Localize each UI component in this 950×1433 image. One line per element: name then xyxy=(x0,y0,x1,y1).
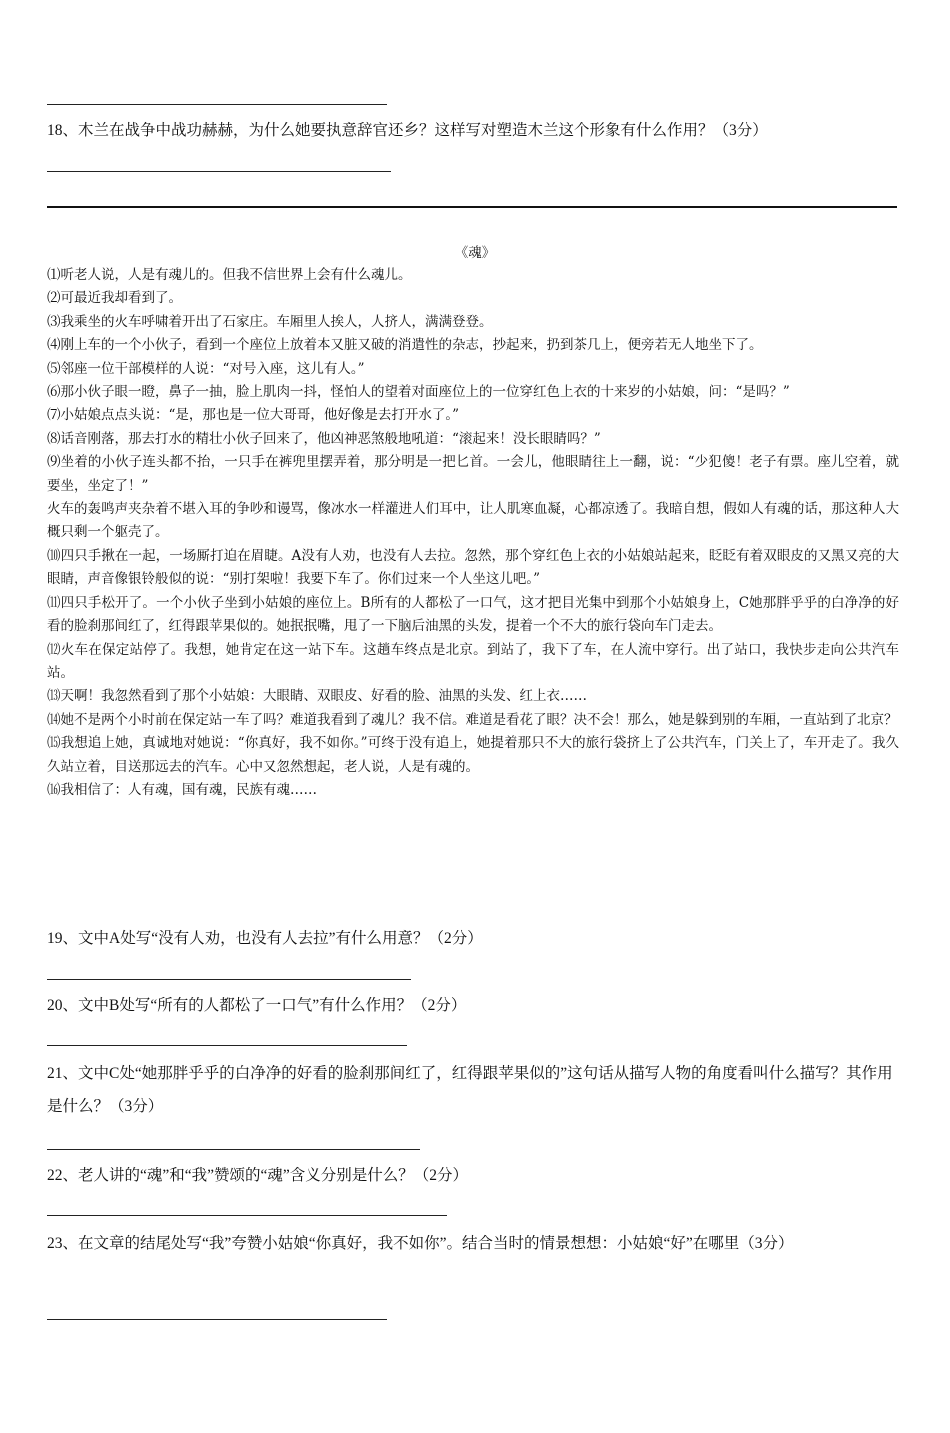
paragraph: ⑿火车在保定站停了。我想，她肯定在这一站下车。这趟车终点是北京。到站了，我下了车，在人流中穿行。出了站口，我快步走向公共汽车站。 xyxy=(47,641,899,681)
paragraph: ⑻话音刚落，那去打水的精壮小伙子回来了，他凶神恶煞般地吼道：“滚起来！没长眼睛吗？” xyxy=(47,430,601,447)
answer-line xyxy=(47,104,387,105)
question-22: 22、老人讲的“魂”和“我”赞颂的“魂”含义分别是什么？（2分） xyxy=(47,1167,469,1184)
question-23: 23、在文章的结尾处写“我”夸赞小姑娘“你真好，我不如你”。结合当时的情景想想：小姑娘“好”在哪里（3分） xyxy=(47,1235,794,1252)
paragraph: ⑹那小伙子眼一瞪，鼻子一抽，脸上肌肉一抖，怪怕人的望着对面座位上的一位穿红色上衣的十来岁的小姑娘，问：“是吗？” xyxy=(47,384,790,401)
article-body xyxy=(47,264,899,802)
question-19: 19、文中A处写“没有人劝，也没有人去拉”有什么用意？（2分） xyxy=(47,930,483,947)
question-21: 21、文中C处“她那胖乎乎的白净净的好看的脸刹那间红了，红得跟苹果似的”这句话从描写人物的角度看叫什么描写？其作用是什么？（3分） xyxy=(47,1065,893,1115)
answer-line xyxy=(47,171,391,172)
question-18: 18、木兰在战争中战功赫赫，为什么她要执意辞官还乡？这样写对塑造木兰这个形象有什么作用？（3分） xyxy=(47,122,768,139)
answer-line xyxy=(47,1215,447,1216)
paragraph: ⑽四只手揪在一起，一场厮打迫在眉睫。A没有人劝，也没有人去拉。忽然，那个穿红色上衣的小姑娘站起来，眨眨有着双眼皮的又黑又亮的大眼睛，声音像银铃般似的说：“别打架啦！我要下车了。你们过来一个人坐这儿吧。” xyxy=(47,547,899,588)
paragraph: ⑷刚上车的一个小伙子，看到一个座位上放着本又脏又破的消遣性的杂志，抄起来，扔到茶几上，便旁若无人地坐下了。 xyxy=(47,337,763,354)
article-title: 《魂》 xyxy=(454,245,496,261)
paragraph: ⒀天啊！我忽然看到了那个小姑娘：大眼睛、双眼皮、好看的脸、油黑的头发、红上衣…… xyxy=(47,688,587,705)
paragraph: 火车的轰鸣声夹杂着不堪入耳的争吵和谩骂，像冰水一样灌进人们耳中，让人肌寒血凝，心都凉透了。我暗自想，假如人有魂的话，那这种人大概只剩一个躯壳了。 xyxy=(47,501,899,541)
paragraph: ⑵可最近我却看到了。 xyxy=(47,290,182,307)
paragraph: ⒃我相信了：人有魂，国有魂，民族有魂…… xyxy=(47,781,317,798)
paragraph: ⑼坐着的小伙子连头都不抬，一只手在裤兜里摆弄着，那分明是一把匕首。一会儿，他眼睛往上一翻，说：“少犯傻！老子有票。座儿空着，就要坐，坐定了！” xyxy=(47,454,899,494)
answer-line xyxy=(47,1149,420,1150)
paragraph: ⑴听老人说，人是有魂儿的。但我不信世界上会有什么魂儿。 xyxy=(47,267,412,283)
answer-line xyxy=(47,1045,407,1046)
paragraph: ⒁她不是两个小时前在保定站一车了吗？难道我看到了魂儿？我不信。难道是看花了眼？决不会！那么，她是躲到别的车厢，一直站到了北京？ xyxy=(47,711,898,728)
paragraph: ⒂我想追上她，真诚地对她说：“你真好，我不如你。”可终于没有追上，她提着那只不大的旅行袋挤上了公共汽车，门关上了，车开走了。我久久站立着，目送那远去的汽车。心中又忽然想起，老人说，人是有魂的。 xyxy=(47,735,899,775)
answer-line xyxy=(47,1319,387,1320)
paragraph: ⑾四只手松开了。一个小伙子坐到小姑娘的座位上。B所有的人都松了一口气，这才把目光集中到那个小姑娘身上，C她那胖乎乎的白净净的好看的脸刹那间红了，红得跟苹果似的。她抿抿嘴，甩了一下脑后油黑的头发，提着一个不大的旅行袋向车门走去。 xyxy=(47,594,899,635)
paragraph: ⑶我乘坐的火车呼啸着开出了石家庄。车厢里人挨人，人挤人，满满登登。 xyxy=(47,313,493,330)
question-20: 20、文中B处写“所有的人都松了一口气”有什么作用？（2分） xyxy=(47,997,467,1014)
paragraph: ⑺小姑娘点点头说：“是，那也是一位大哥哥，他好像是去打开水了。” xyxy=(47,407,460,424)
answer-line xyxy=(47,979,411,980)
section-divider xyxy=(47,206,897,208)
paragraph: ⑸邻座一位干部模样的人说：“对号入座，这儿有人。” xyxy=(47,360,365,377)
